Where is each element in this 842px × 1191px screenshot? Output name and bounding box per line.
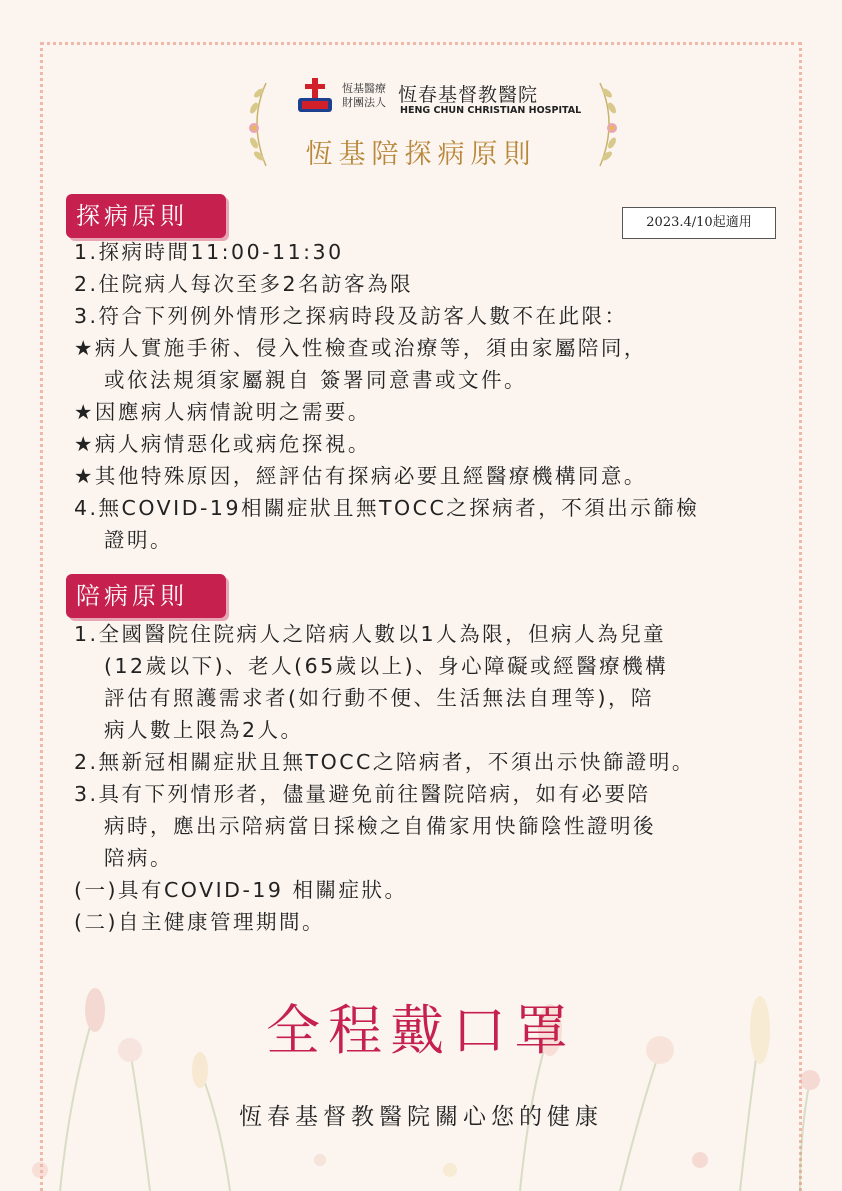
visit-rule-2: 2.住院病人每次至多2名訪客為限	[74, 272, 414, 296]
visit-rules	[74, 236, 774, 556]
accompany-rule-3: 3.具有下列情形者，儘量避免前往醫院陪病，如有必要陪	[74, 782, 651, 806]
visit-rule-3: 3.符合下列例外情形之探病時段及訪客人數不在此限：	[74, 304, 628, 328]
hospital-english-name: HENG CHUN CHRISTIAN HOSPITAL	[400, 105, 582, 116]
accompany-rules	[74, 618, 774, 938]
star-item: ★病人病情惡化或病危探視。	[74, 432, 371, 456]
visit-heading: 探病原則	[66, 194, 226, 238]
star-item-continued: 或依法規須家屬親自 簽署同意書或文件。	[104, 368, 528, 392]
accompany-rule-3-line3: 陪病。	[104, 846, 173, 870]
accompany-sub-2: (二)自主健康管理期間。	[74, 910, 325, 934]
visit-rule-4-continued: 證明。	[104, 528, 173, 552]
hospital-name: 恆春基督教醫院	[398, 84, 539, 106]
hospital-cross-logo-icon	[296, 78, 334, 116]
hospital-small-text	[342, 82, 386, 110]
hospital-small-line2: 財團法人	[342, 96, 386, 109]
accompany-heading: 陪病原則	[66, 574, 226, 618]
visit-rule-1: 1.探病時間11:00-11:30	[74, 240, 344, 264]
accompany-rule-1: 1.全國醫院住院病人之陪病人數以1人為限，但病人為兒童	[74, 622, 667, 646]
star-item: ★其他特殊原因，經評估有探病必要且經醫療機構同意。	[74, 464, 647, 488]
accompany-rule-1-line3: 評估有照護需求者(如行動不便、生活無法自理等)，陪	[104, 686, 654, 710]
accompany-rule-1-line2: (12歲以下)、老人(65歲以上)、身心障礙或經醫療機構	[104, 654, 669, 678]
header	[0, 70, 842, 180]
hospital-small-line1: 恆基醫療	[342, 82, 386, 95]
star-item: ★因應病人病情說明之需要。	[74, 400, 371, 424]
footer-message: 恆春基督教醫院關心您的健康	[239, 1104, 603, 1130]
accompany-rule-1-line4: 病人數上限為2人。	[104, 718, 304, 742]
effective-date: 2023.4/10起適用	[622, 207, 776, 239]
accompany-rule-3-line2: 病時，應出示陪病當日採檢之自備家用快篩陰性證明後	[104, 814, 656, 838]
accompany-sub-1: (一)具有COVID-19 相關症狀。	[74, 878, 408, 902]
star-item: ★病人實施手術、侵入性檢查或治療等，須由家屬陪同，	[74, 336, 647, 360]
accompany-rule-2: 2.無新冠相關症狀且無TOCC之陪病者，不須出示快篩證明。	[74, 750, 695, 774]
visit-rule-4: 4.無COVID-19相關症狀且無TOCC之探病者，不須出示篩檢	[74, 496, 700, 520]
document-title: 恆基陪探病原則	[305, 139, 537, 170]
mask-slogan: 全程戴口罩	[266, 999, 576, 1062]
